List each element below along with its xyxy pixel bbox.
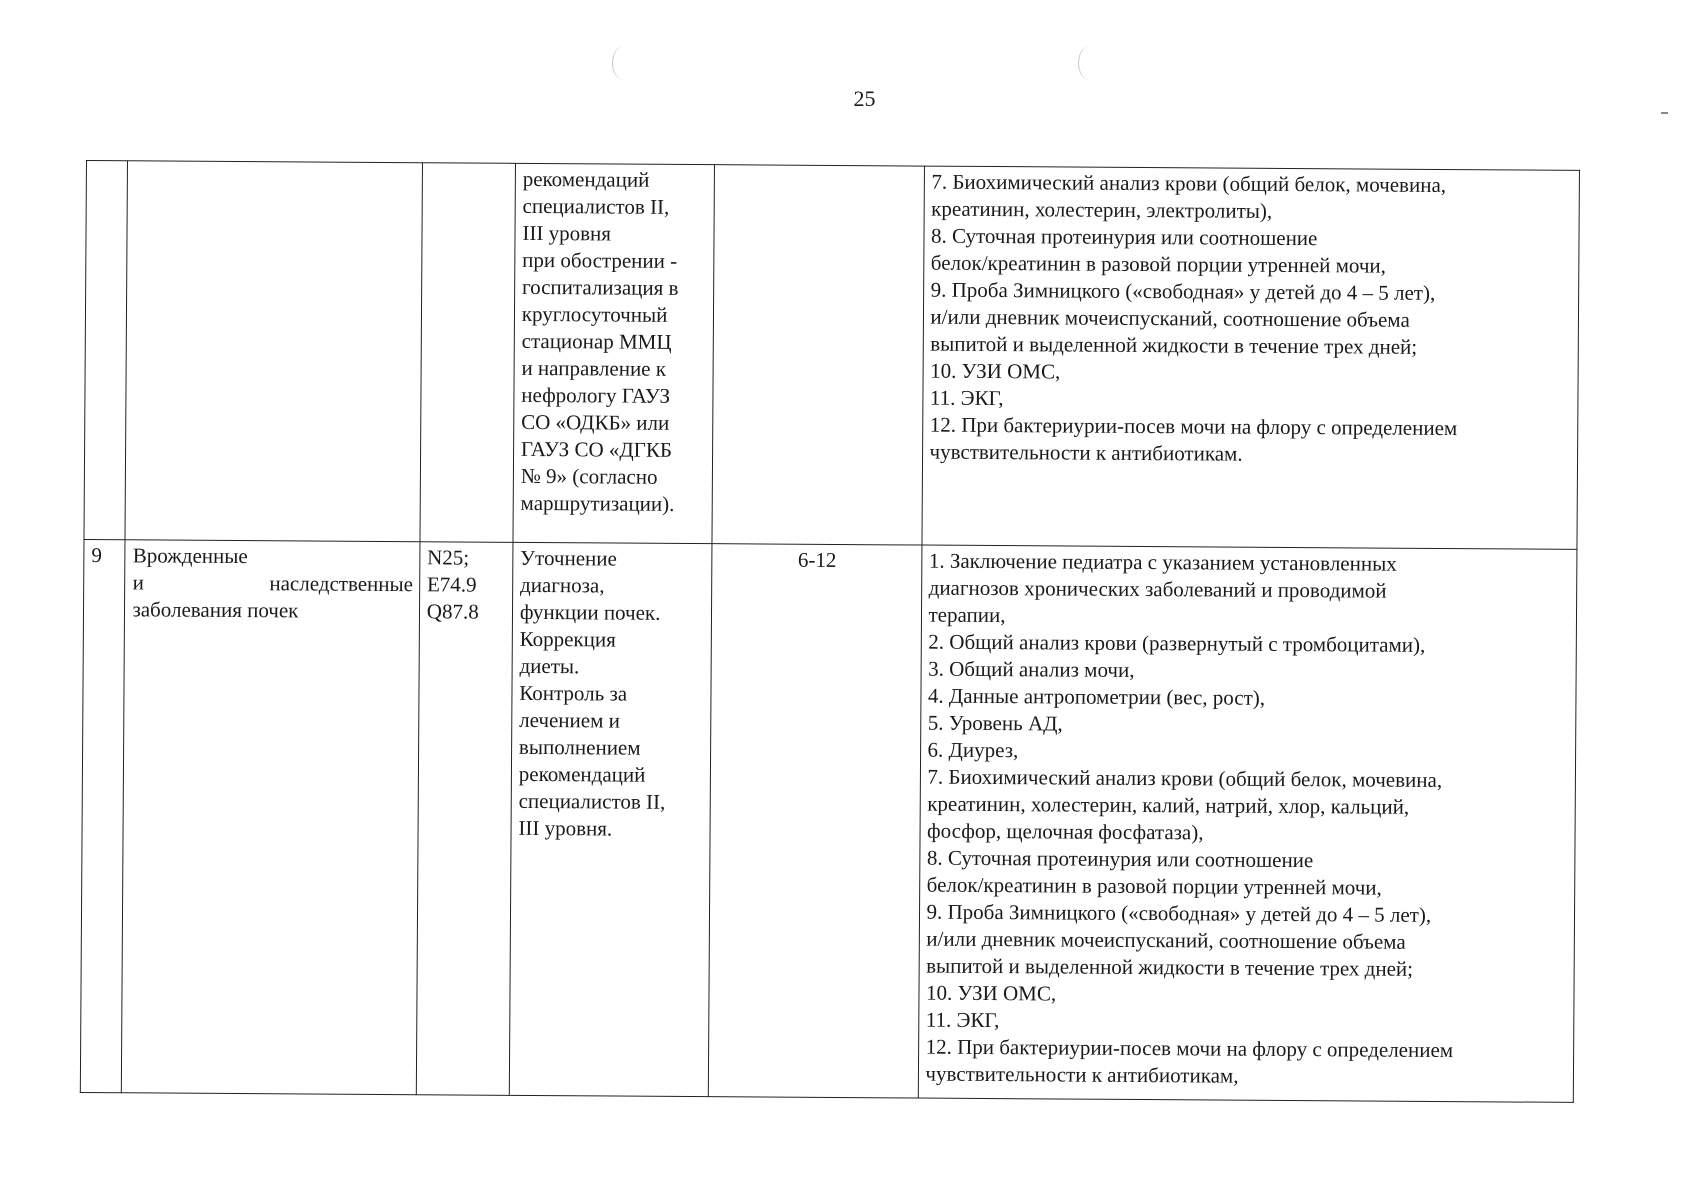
tactics-text-line: диагноза,	[519, 572, 605, 598]
page-number: 25	[853, 86, 876, 111]
cell-disease	[125, 161, 422, 542]
tactics-text-line: Коррекция	[519, 626, 616, 652]
tactics-text-line: Уточнение	[520, 545, 617, 571]
exam-item-line: белок/креатинин в разовой порции утренней мочи,	[926, 872, 1382, 900]
punch-hole-mark-right	[1078, 46, 1101, 80]
exam-item-line: 1. Заключение педиатра с указанием установленных	[928, 548, 1397, 576]
icd-code: E74.9	[426, 572, 477, 597]
exam-item-line: 11. ЭКГ,	[925, 1007, 1000, 1033]
tactics-text-line: СО «ОДКБ» или	[521, 409, 670, 435]
exam-item-line: креатинин, холестерин, электролиты),	[931, 196, 1273, 223]
cell-number	[84, 161, 128, 540]
tactics-text-line: III уровня	[522, 220, 612, 246]
cell-frequency	[712, 165, 924, 545]
exam-item-line: 10. УЗИ ОМС,	[930, 358, 1061, 384]
tactics-text-line: диеты.	[519, 653, 580, 679]
tactics-text-line: Контроль за	[519, 680, 628, 706]
icd-code: Q87.8	[426, 599, 479, 624]
disease-text-line	[133, 569, 414, 598]
disease-text-line: Врожденные	[132, 543, 248, 569]
exam-item-line: 8. Суточная протеинурия или соотношение	[930, 223, 1318, 251]
exam-item-line: 9. Проба Зимницкого («свободная» у детей до 4 – 5 лет),	[930, 277, 1436, 305]
exam-item-line: и/или дневник мочеиспусканий, соотношение объема	[926, 926, 1406, 954]
tactics-text-line: лечением и	[519, 707, 620, 733]
cell-tactics	[509, 542, 712, 1096]
disease-text-line: заболевания почек	[132, 597, 299, 623]
exam-item-line: белок/креатинин в разовой порции утренней мочи,	[930, 250, 1387, 278]
tactics-text-line: ГАУЗ СО «ДГКБ	[520, 436, 673, 462]
tactics-text-line: круглосуточный	[521, 301, 668, 327]
tactics-text-line: № 9» (согласно	[520, 463, 658, 489]
exam-item-line: 9. Проба Зимницкого («свободная» у детей до 4 – 5 лет),	[926, 899, 1432, 927]
tactics-text-line: маршрутизации).	[520, 490, 675, 516]
exam-item-line: 2. Общий анализ крови (развернутый с тромбоцитами),	[928, 629, 1426, 657]
scan-artifact-mark	[1661, 112, 1668, 114]
exam-item-line: 7. Биохимический анализ крови (общий белок, мочевина,	[927, 764, 1443, 793]
cell-number: 9	[80, 539, 125, 1092]
cell-tactics	[513, 163, 715, 543]
cell-examinations	[918, 545, 1577, 1102]
tactics-text-line: рекомендаций	[522, 166, 650, 192]
tactics-text-line: стационар ММЦ	[521, 328, 672, 354]
exam-item-line: 4. Данные антропометрии (вес, рост),	[927, 683, 1266, 710]
tactics-text-line: госпитализация в	[521, 274, 679, 300]
tactics-text-line: при обострении -	[522, 247, 678, 273]
cell-examinations	[921, 166, 1579, 549]
exam-item-line: 10. УЗИ ОМС,	[925, 980, 1057, 1006]
tactics-text-line: специалистов II,	[522, 193, 670, 219]
exam-item-line: 11. ЭКГ,	[929, 385, 1004, 411]
exam-item-line: чувствительности к антибиотикам.	[929, 439, 1243, 466]
icd-code: N25;	[427, 545, 470, 570]
exam-item-line: чувствительности к антибиотикам,	[925, 1061, 1239, 1088]
exam-item-line: 7. Биохимический анализ крови (общий белок, мочевина,	[931, 169, 1447, 198]
medical-observation-table	[80, 160, 1580, 1103]
exam-item-line: терапии,	[928, 602, 1006, 628]
tactics-text-line: функции почек.	[519, 599, 661, 625]
exam-item-line: 12. При бактериурии-посев мочи на флору с определением	[929, 412, 1458, 441]
tactics-text-line: III уровня.	[518, 815, 613, 841]
tactics-text-line: нефрологу ГАУЗ	[521, 382, 671, 408]
disease-word: наследственные	[269, 571, 414, 597]
disease-word: и	[132, 570, 144, 595]
exam-item-line: 6. Диурез,	[927, 737, 1019, 763]
exam-item-line: 8. Суточная протеинурия или соотношение	[926, 845, 1314, 873]
tactics-text-line: рекомендаций	[518, 761, 646, 787]
tactics-text-line: специалистов II,	[518, 788, 666, 814]
cell-codes	[420, 163, 516, 543]
exam-item-line: выпитой и выделенной жидкости в течение трех дней;	[926, 953, 1414, 981]
exam-item-line: 12. При бактериурии-посев мочи на флору с определением	[925, 1034, 1454, 1063]
exam-item-line: фосфор, щелочная фосфатаза),	[926, 818, 1204, 845]
table-row-continued	[84, 161, 1579, 550]
cell-frequency: 6-12	[708, 544, 921, 1098]
tactics-text-line: выполнением	[518, 734, 641, 760]
punch-hole-mark-left	[612, 46, 635, 80]
exam-item-line: диагнозов хронических заболеваний и проводимой	[928, 575, 1387, 603]
exam-item-line: и/или дневник мочеиспусканий, соотношение объема	[930, 304, 1410, 332]
exam-item-line: 5. Уровень АД,	[927, 710, 1063, 736]
cell-codes	[416, 542, 513, 1096]
exam-item-line: выпитой и выделенной жидкости в течение трех дней;	[930, 331, 1418, 359]
tactics-text-line: и направление к	[521, 355, 667, 381]
table-row-9	[80, 539, 1577, 1102]
exam-item-line: 3. Общий анализ мочи,	[928, 656, 1135, 682]
exam-item-line: креатинин, холестерин, калий, натрий, хлор, кальций,	[927, 791, 1410, 819]
cell-disease	[122, 540, 420, 1095]
